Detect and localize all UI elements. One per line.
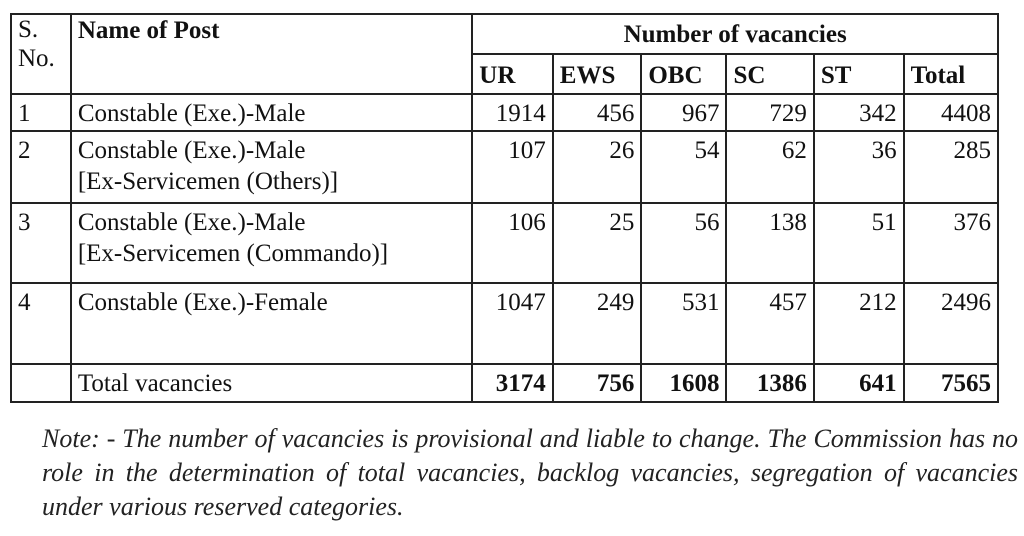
- total-ur: 3174: [472, 364, 553, 402]
- total-total: 7565: [904, 364, 998, 402]
- table-row: [11, 131, 998, 203]
- cell-sc: 729: [726, 94, 813, 131]
- total-row: [11, 364, 998, 402]
- row-sno: 2: [11, 131, 71, 203]
- cell-ews: 456: [553, 94, 642, 131]
- cell-obc: 54: [641, 131, 726, 203]
- header-ur: UR: [472, 54, 553, 94]
- cell-obc: 531: [641, 283, 726, 364]
- cell-obc: 967: [641, 94, 726, 131]
- cell-st: 212: [814, 283, 904, 364]
- table-row: [11, 283, 998, 364]
- row-post-name: [71, 283, 472, 364]
- total-row-sno: [11, 364, 71, 402]
- header-ews: EWS: [553, 54, 642, 94]
- cell-st: 342: [814, 94, 904, 131]
- header-obc: OBC: [641, 54, 726, 94]
- table-row: [11, 203, 998, 283]
- post-name-line1: Constable (Exe.)-Male: [77, 209, 306, 236]
- cell-st: 36: [814, 131, 904, 203]
- header-number-of-vacancies: Number of vacancies: [472, 14, 998, 54]
- cell-obc: 56: [641, 203, 726, 283]
- total-row-label: Total vacancies: [71, 364, 472, 402]
- row-sno: 4: [11, 283, 71, 364]
- cell-sc: 457: [726, 283, 813, 364]
- row-sno: 3: [11, 203, 71, 283]
- total-st: 641: [814, 364, 904, 402]
- cell-total: 4408: [904, 94, 998, 131]
- cell-sc: 62: [726, 131, 813, 203]
- cell-total: 2496: [904, 283, 998, 364]
- row-post-name: [71, 94, 472, 131]
- post-name-line1: Constable (Exe.)-Female: [77, 289, 328, 316]
- header-st: ST: [814, 54, 904, 94]
- cell-ews: 249: [553, 283, 642, 364]
- cell-total: 376: [904, 203, 998, 283]
- header-name-of-post: Name of Post: [71, 14, 472, 94]
- cell-ur: 1914: [472, 94, 553, 131]
- cell-ur: 106: [472, 203, 553, 283]
- row-post-name: [71, 131, 472, 203]
- cell-ews: 25: [553, 203, 642, 283]
- cell-ur: 107: [472, 131, 553, 203]
- header-total: Total: [904, 54, 998, 94]
- row-sno: 1: [11, 94, 71, 131]
- table-row: [11, 94, 998, 131]
- post-name-line2: [Ex-Servicemen (Commando)]: [77, 240, 389, 267]
- note-text: Note: - The number of vacancies is provisional and liable to change. The Commission has no role in the determination of total vacancies, backlog vacancies, segregation of vacancies under various reserved categories.: [42, 424, 1018, 521]
- header-sno: S. No.: [11, 14, 71, 94]
- vacancy-table: [10, 13, 999, 403]
- header-row-top: [11, 14, 998, 54]
- total-obc: 1608: [641, 364, 726, 402]
- cell-ews: 26: [553, 131, 642, 203]
- cell-st: 51: [814, 203, 904, 283]
- total-ews: 756: [553, 364, 642, 402]
- cell-ur: 1047: [472, 283, 553, 364]
- post-name-line1: Constable (Exe.)-Male: [77, 100, 306, 127]
- post-name-line2: [Ex-Servicemen (Others)]: [77, 168, 339, 195]
- total-sc: 1386: [726, 364, 813, 402]
- post-name-line1: Constable (Exe.)-Male: [77, 137, 306, 164]
- header-sc: SC: [726, 54, 813, 94]
- row-post-name: [71, 203, 472, 283]
- cell-sc: 138: [726, 203, 813, 283]
- cell-total: 285: [904, 131, 998, 203]
